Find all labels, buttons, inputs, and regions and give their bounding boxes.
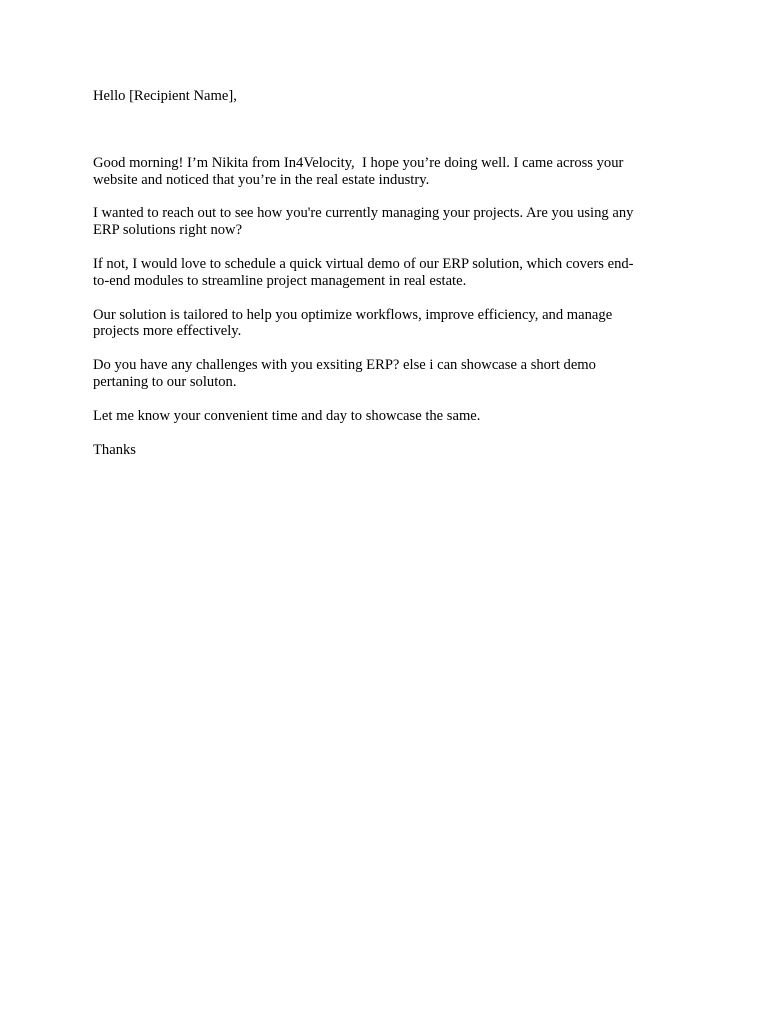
paragraph-line: I wanted to reach out to see how you're currently managing your projects. Are you using any xyxy=(93,205,634,222)
paragraph-challenges xyxy=(93,357,673,391)
paragraph-demo-offer xyxy=(93,256,673,290)
paragraph-line: website and noticed that you’re in the real estate industry. xyxy=(93,171,430,188)
closing-request: Let me know your convenient time and day to showcase the same. xyxy=(93,407,481,424)
greeting: Hello [Recipient Name], xyxy=(93,88,237,104)
paragraph-line: ERP solutions right now? xyxy=(93,222,243,239)
paragraph-benefits xyxy=(93,307,673,341)
paragraph-line: Do you have any challenges with you exsiting ERP? else i can showcase a short demo xyxy=(93,357,596,374)
signoff: Thanks xyxy=(93,441,136,458)
paragraph-line: Good morning! I’m Nikita from In4Velocity, I hope you’re doing well. I came across your xyxy=(93,154,624,171)
paragraph-line: Our solution is tailored to help you optimize workflows, improve efficiency, and manage xyxy=(93,306,613,323)
letter-body xyxy=(93,88,673,475)
paragraph-line: projects more effectively. xyxy=(93,323,242,340)
paragraph-line: to-end modules to streamline project management in real estate. xyxy=(93,272,467,289)
paragraph-question xyxy=(93,205,673,239)
paragraph-line: If not, I would love to schedule a quick virtual demo of our ERP solution, which covers end- xyxy=(93,255,634,272)
paragraph-line: pertaning to our soluton. xyxy=(93,373,237,390)
paragraph-intro xyxy=(93,155,673,189)
